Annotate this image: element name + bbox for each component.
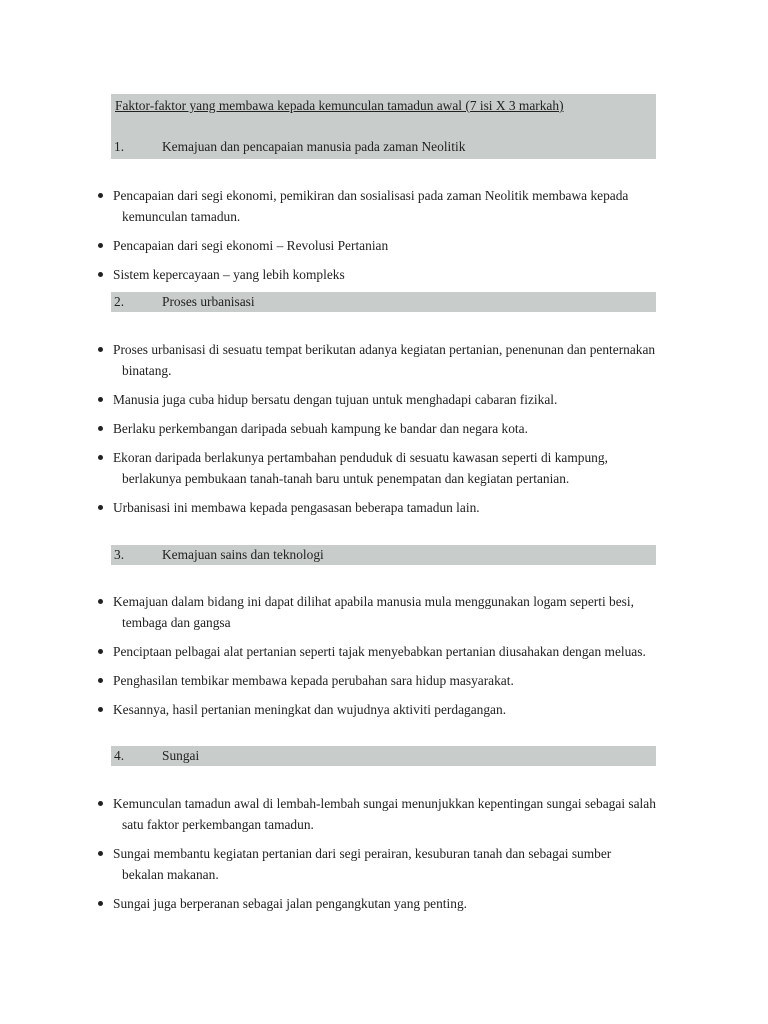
list-item: Sungai membantu kegiatan pertanian dari segi perairan, kesuburan tanah dan sebagai sumber bekalan makanan.	[96, 843, 656, 885]
section-title: Kemajuan sains dan teknologi	[162, 547, 324, 562]
list-item: Sungai juga berperanan sebagai jalan pengangkutan yang penting.	[96, 893, 656, 914]
section-3-points	[96, 591, 656, 728]
section-title: Kemajuan dan pencapaian manusia pada zaman Neolitik	[162, 139, 466, 154]
title-block	[111, 94, 656, 159]
bullet-icon	[98, 272, 103, 277]
bullet-icon	[98, 455, 103, 460]
list-item: Berlaku perkembangan daripada sebuah kampung ke bandar dan negara kota.	[96, 418, 656, 439]
bullet-icon	[98, 347, 103, 352]
bullet-icon	[98, 851, 103, 856]
bullet-icon	[98, 193, 103, 198]
list-item: Manusia juga cuba hidup bersatu dengan tujuan untuk menghadapi cabaran fizikal.	[96, 389, 656, 410]
section-1-points	[96, 185, 656, 293]
list-item: Kemunculan tamadun awal di lembah-lembah sungai menunjukkan kepentingan sungai sebagai salah satu faktor perkembangan tamadun.	[96, 793, 656, 835]
bullet-icon	[98, 707, 103, 712]
list-item: Proses urbanisasi di sesuatu tempat berikutan adanya kegiatan pertanian, penenunan dan penternakan binatang.	[96, 339, 656, 381]
section-number: 2.	[114, 294, 125, 309]
list-item: Pencapaian dari segi ekonomi, pemikiran dan sosialisasi pada zaman Neolitik membawa kepada kemunculan tamadun.	[96, 185, 656, 227]
bullet-icon	[98, 901, 103, 906]
bullet-icon	[98, 678, 103, 683]
list-item: Penghasilan tembikar membawa kepada perubahan sara hidup masyarakat.	[96, 670, 656, 691]
section-title: Proses urbanisasi	[162, 294, 255, 309]
bullet-icon	[98, 649, 103, 654]
section-2-points	[96, 339, 656, 526]
bullet-icon	[98, 243, 103, 248]
section-number: 1.	[114, 139, 125, 154]
document-title: Faktor-faktor yang membawa kepada kemunculan tamadun awal (7 isi X 3 markah)	[115, 98, 564, 113]
list-item: Ekoran daripada berlakunya pertambahan penduduk di sesuatu kawasan seperti di kampung, berlakunya pembukaan tanah-tanah baru untuk penempatan dan kegiatan pertanian.	[96, 447, 656, 489]
section-heading-3	[111, 545, 656, 565]
bullet-icon	[98, 397, 103, 402]
list-item: Pencapaian dari segi ekonomi – Revolusi Pertanian	[96, 235, 656, 256]
list-item: Kemajuan dalam bidang ini dapat dilihat apabila manusia mula menggunakan logam seperti besi, tembaga dan gangsa	[96, 591, 656, 633]
section-heading-4	[111, 746, 656, 766]
bullet-icon	[98, 599, 103, 604]
section-title: Sungai	[162, 748, 200, 763]
bullet-icon	[98, 426, 103, 431]
section-4-points	[96, 793, 656, 922]
section-number: 3.	[114, 547, 125, 562]
section-number: 4.	[114, 748, 125, 763]
list-item: Urbanisasi ini membawa kepada pengasasan beberapa tamadun lain.	[96, 497, 656, 518]
list-item: Kesannya, hasil pertanian meningkat dan wujudnya aktiviti perdagangan.	[96, 699, 656, 720]
bullet-icon	[98, 801, 103, 806]
section-heading-2	[111, 292, 656, 312]
list-item: Sistem kepercayaan – yang lebih kompleks	[96, 264, 656, 285]
section-heading-1	[111, 137, 656, 157]
bullet-icon	[98, 505, 103, 510]
list-item: Penciptaan pelbagai alat pertanian seperti tajak menyebabkan pertanian diusahakan dengan meluas.	[96, 641, 656, 662]
